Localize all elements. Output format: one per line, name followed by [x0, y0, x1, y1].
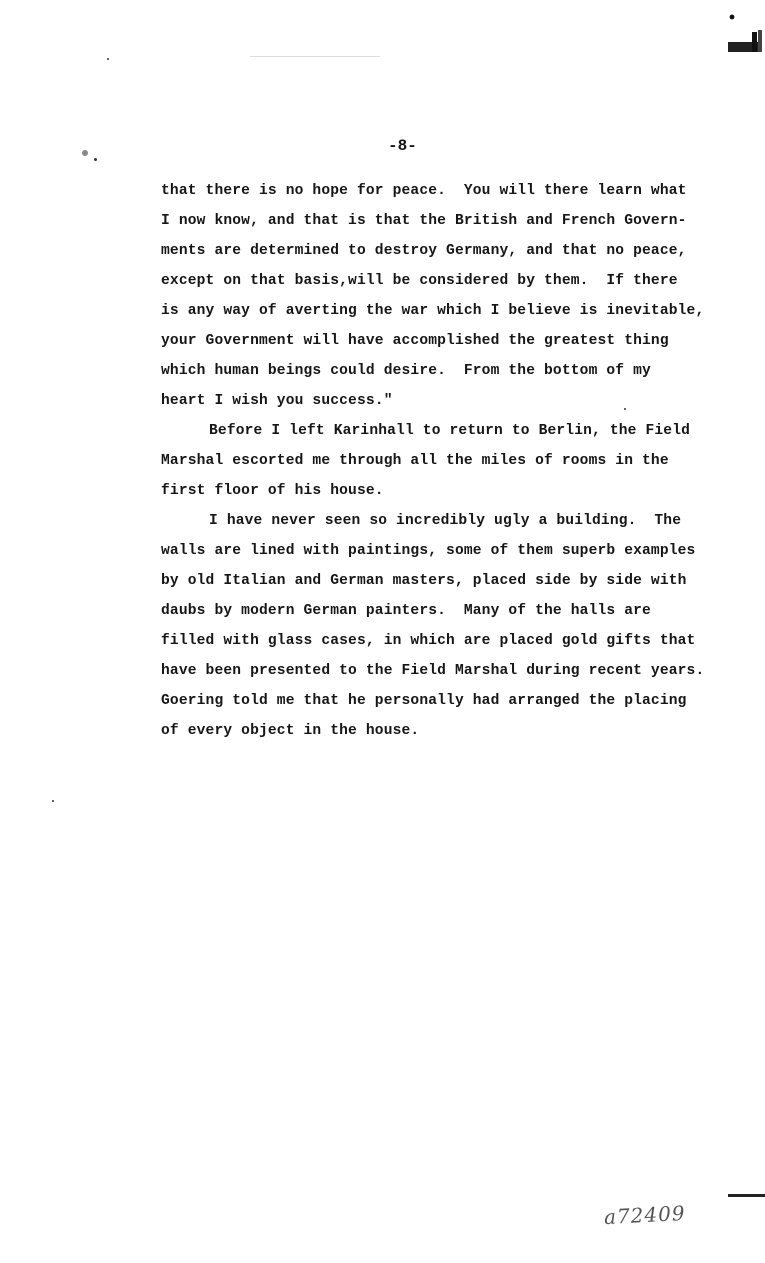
- paragraph: [161, 416, 741, 506]
- text-line: your Government will have accomplished the greatest thing: [161, 333, 669, 349]
- corner-clip-mark: [728, 12, 762, 58]
- text-line: daubs by modern German painters. Many of the halls are: [161, 603, 651, 619]
- speck: [82, 150, 88, 156]
- text-line: is any way of averting the war which I believe is inevitable,: [161, 303, 705, 319]
- text-line: by old Italian and German masters, placed side by side with: [161, 573, 687, 589]
- text-line: Goering told me that he personally had arranged the placing: [161, 693, 687, 709]
- speck: [107, 58, 109, 60]
- text-line: that there is no hope for peace. You will there learn what: [161, 183, 687, 199]
- text-line: of every object in the house.: [161, 723, 420, 739]
- text-line: I now know, and that is that the British and French Govern-: [161, 213, 687, 229]
- text-line: walls are lined with paintings, some of them superb examples: [161, 543, 696, 559]
- handwritten-document-number: a72409: [603, 1200, 687, 1230]
- text-line: have been presented to the Field Marshal during recent years.: [161, 663, 705, 679]
- speck: [52, 800, 54, 802]
- scan-artifact-dash: [728, 1194, 765, 1197]
- text-line: heart I wish you success.": [161, 393, 393, 409]
- text-line: which human beings could desire. From the bottom of my: [161, 363, 651, 379]
- text-line: ments are determined to destroy Germany, and that no peace,: [161, 243, 687, 259]
- paragraph: [161, 506, 741, 746]
- page-number: -8-: [388, 137, 417, 155]
- text-line: except on that basis,will be considered by them. If there: [161, 273, 678, 289]
- text-line: I have never seen so incredibly ugly a building. The: [209, 513, 682, 529]
- text-line: first floor of his house.: [161, 483, 384, 499]
- paragraph: [161, 176, 741, 416]
- text-line: Marshal escorted me through all the miles of rooms in the: [161, 453, 669, 469]
- text-line: filled with glass cases, in which are placed gold gifts that: [161, 633, 696, 649]
- text-line: Before I left Karinhall to return to Berlin, the Field: [209, 423, 691, 439]
- scan-artifact-line: [250, 56, 380, 57]
- speck: [94, 158, 97, 161]
- letter-body: [161, 176, 741, 746]
